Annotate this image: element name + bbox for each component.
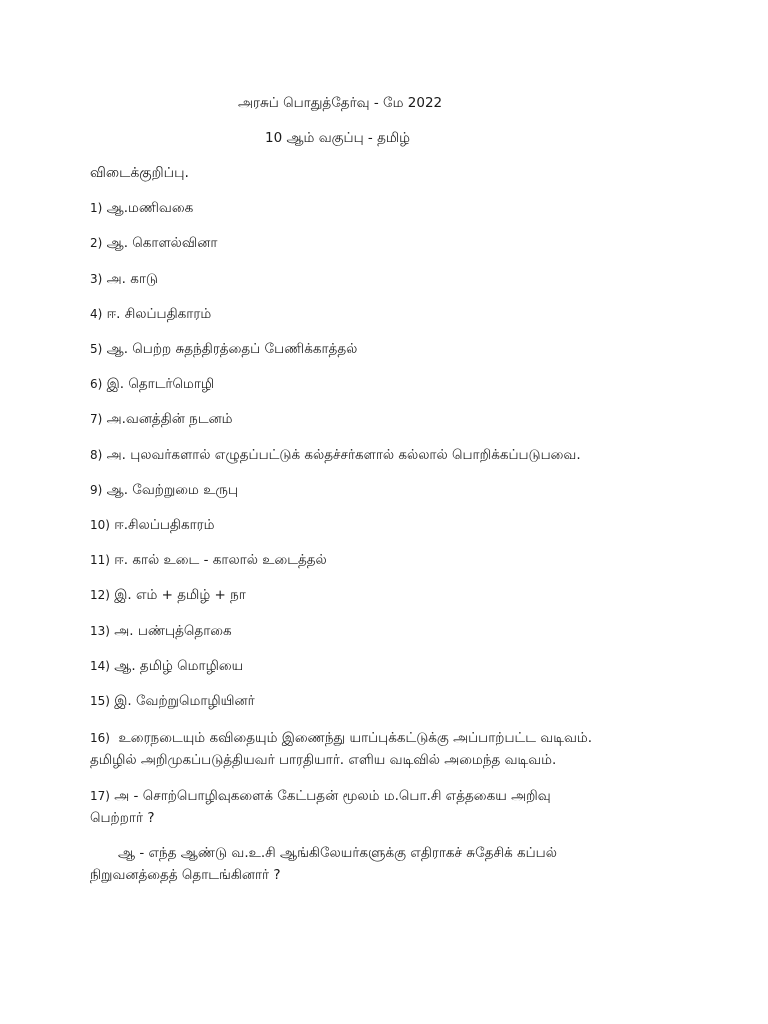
question-17b-line-1: ஆ - எந்த ஆண்டு வ.உ.சி ஆங்கிலேயர்களுக்கு எதிராகச் சுதேசிக் கப்பல்: [118, 845, 557, 861]
answer-item: [90, 620, 232, 642]
answer-number: 8): [90, 448, 103, 462]
answer-item: [90, 479, 238, 501]
question-16-line-1: [90, 727, 592, 749]
answer-number: 1): [90, 201, 103, 215]
answer-item: [90, 514, 215, 536]
question-17b-line-2: நிறுவனத்தைத் தொடங்கினார் ?: [90, 867, 281, 883]
answer-item: [90, 655, 243, 677]
answer-text: இ. தொடர்மொழி: [106, 376, 215, 392]
answer-number: 2): [90, 236, 103, 250]
question-16-text: உரைநடையும் கவிதையும் இணைந்து யாப்புக்கட்டுக்கு அப்பாற்பட்ட வடிவம்.: [118, 730, 593, 746]
question-17-line-1: [90, 785, 551, 807]
answer-text: இ. எம் + தமிழ் + நா: [114, 587, 246, 603]
answer-text: ஆ.மணிவகை: [106, 200, 194, 216]
class-subject-title: 10 ஆம் வகுப்பு - தமிழ்: [265, 130, 411, 146]
answer-text: அ. புலவர்களால் எழுதப்பட்டுக் கல்தச்சர்களால் கல்லால் பொறிக்கப்படுபவை.: [106, 447, 581, 463]
question-17a-text: அ - சொற்பொழிவுகளைக் கேட்பதன் மூலம் ம.பொ.சி எத்தகைய அறிவு: [114, 788, 551, 804]
answer-item: [90, 303, 211, 325]
answer-item: [90, 408, 233, 430]
answer-item: [90, 197, 193, 219]
answer-text: ஈ. கால் உடை - காலால் உடைத்தல்: [114, 552, 327, 568]
answer-number: 3): [90, 272, 103, 286]
answer-number: 13): [90, 624, 110, 638]
answer-number: 9): [90, 483, 103, 497]
question-16-line-2: தமிழில் அறிமுகப்படுத்தியவர் பாரதியார். எளிய வடிவில் அமைந்த வடிவம்.: [90, 752, 557, 768]
answer-text: ஈ. சிலப்பதிகாரம்: [106, 306, 212, 322]
answer-item: [90, 373, 214, 395]
answer-text: இ. வேற்றுமொழியினர்: [114, 693, 255, 709]
answer-number: 14): [90, 659, 110, 673]
question-number: 17): [90, 789, 110, 803]
answer-text: ஆ. தமிழ் மொழியை: [114, 658, 244, 674]
answer-number: 11): [90, 553, 110, 567]
answer-item: [90, 444, 581, 466]
answer-item: [90, 584, 246, 606]
answer-text: அ.வனத்தின் நடனம்: [106, 411, 233, 427]
answer-item: [90, 338, 357, 360]
answer-text: ஆ. பெற்ற சுதந்திரத்தைப் பேணிக்காத்தல்: [106, 341, 358, 357]
answer-number: 15): [90, 694, 110, 708]
answer-text: ஈ.சிலப்பதிகாரம்: [114, 517, 215, 533]
answer-number: 10): [90, 518, 110, 532]
answer-number: 12): [90, 588, 110, 602]
answer-item: [90, 232, 217, 254]
answer-item: [90, 690, 255, 712]
answer-text: ஆ. வேற்றுமை உருபு: [106, 482, 238, 498]
answer-number: 4): [90, 307, 103, 321]
answer-text: அ. பண்புத்தொகை: [114, 623, 232, 639]
exam-title: அரசுப் பொதுத்தேர்வு - மே 2022: [238, 95, 443, 111]
answer-item: [90, 549, 327, 571]
question-number: 16): [90, 731, 110, 745]
answer-number: 6): [90, 377, 103, 391]
answer-item: [90, 268, 158, 290]
answer-number: 5): [90, 342, 103, 356]
answer-number: 7): [90, 412, 103, 426]
question-17-line-2: பெற்றார் ?: [90, 810, 155, 826]
answer-text: அ. காடு: [106, 271, 158, 287]
answer-text: ஆ. கொளல்வினா: [106, 235, 218, 251]
answer-key-label: விடைக்குறிப்பு.: [90, 165, 189, 181]
